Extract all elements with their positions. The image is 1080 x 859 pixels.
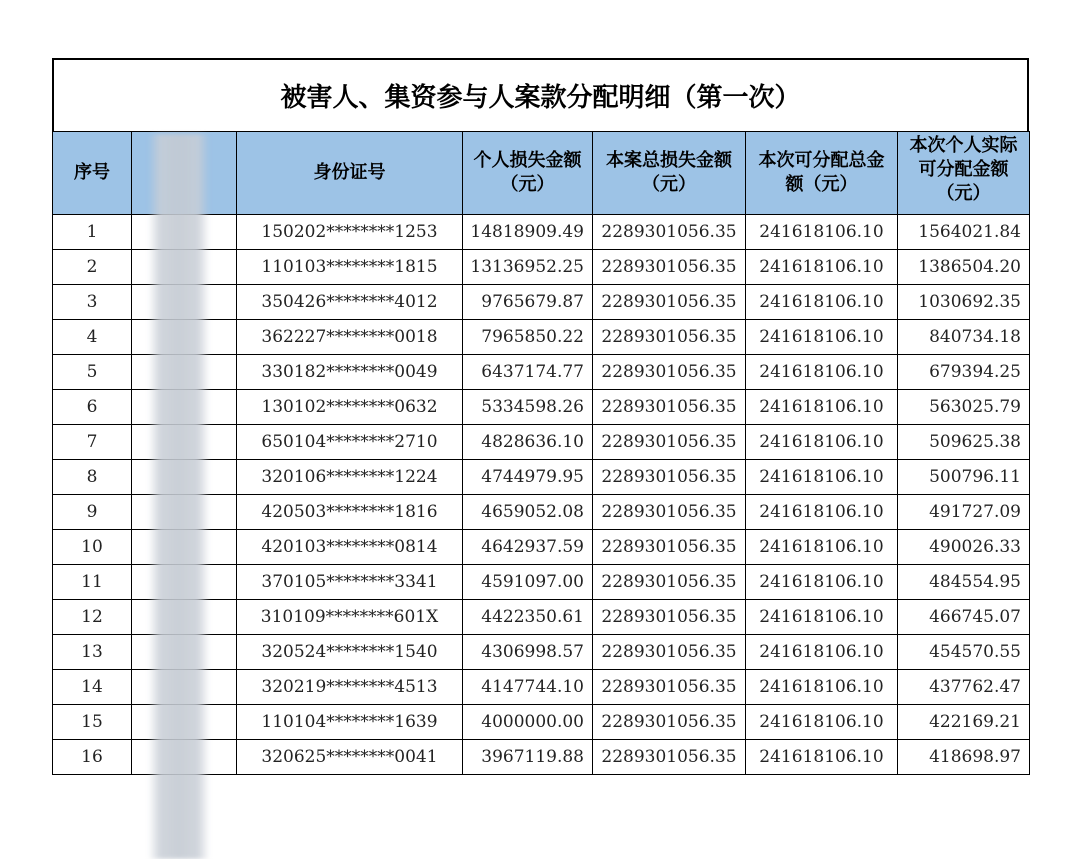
cell-personal-loss: 7965850.22 (463, 320, 593, 355)
cell-id-no: 150202********1253 (237, 215, 463, 250)
cell-distributable: 241618106.10 (746, 215, 898, 250)
cell-actual: 509625.38 (898, 425, 1030, 460)
cell-distributable: 241618106.10 (746, 635, 898, 670)
cell-actual: 840734.18 (898, 320, 1030, 355)
cell-id-no: 320219********4513 (237, 670, 463, 705)
cell-actual: 490026.33 (898, 530, 1030, 565)
cell-personal-loss: 4147744.10 (463, 670, 593, 705)
cell-id-no: 650104********2710 (237, 425, 463, 460)
cell-actual: 1564021.84 (898, 215, 1030, 250)
header-total-loss: 本案总损失金额（元） (593, 132, 746, 215)
cell-seq: 4 (53, 320, 132, 355)
cell-id-no: 130102********0632 (237, 390, 463, 425)
cell-id-no: 370105********3341 (237, 565, 463, 600)
header-id-no: 身份证号 (237, 132, 463, 215)
cell-distributable: 241618106.10 (746, 390, 898, 425)
cell-personal-loss: 4591097.00 (463, 565, 593, 600)
cell-seq: 9 (53, 495, 132, 530)
cell-distributable: 241618106.10 (746, 250, 898, 285)
cell-actual: 1030692.35 (898, 285, 1030, 320)
cell-distributable: 241618106.10 (746, 670, 898, 705)
cell-actual: 422169.21 (898, 705, 1030, 740)
cell-seq: 3 (53, 285, 132, 320)
cell-distributable: 241618106.10 (746, 530, 898, 565)
cell-total-loss: 2289301056.35 (593, 425, 746, 460)
cell-id-no: 362227********0018 (237, 320, 463, 355)
cell-id-no: 330182********0049 (237, 355, 463, 390)
cell-id-no: 320625********0041 (237, 740, 463, 775)
cell-personal-loss: 3967119.88 (463, 740, 593, 775)
cell-total-loss: 2289301056.35 (593, 705, 746, 740)
cell-personal-loss: 4000000.00 (463, 705, 593, 740)
cell-distributable: 241618106.10 (746, 740, 898, 775)
header-actual: 本次个人实际可分配金额（元） (898, 132, 1030, 215)
cell-id-no: 310109********601X (237, 600, 463, 635)
cell-personal-loss: 6437174.77 (463, 355, 593, 390)
cell-actual: 491727.09 (898, 495, 1030, 530)
cell-total-loss: 2289301056.35 (593, 285, 746, 320)
cell-personal-loss: 9765679.87 (463, 285, 593, 320)
cell-seq: 5 (53, 355, 132, 390)
cell-distributable: 241618106.10 (746, 425, 898, 460)
cell-personal-loss: 4828636.10 (463, 425, 593, 460)
cell-actual: 484554.95 (898, 565, 1030, 600)
cell-distributable: 241618106.10 (746, 320, 898, 355)
cell-total-loss: 2289301056.35 (593, 460, 746, 495)
cell-distributable: 241618106.10 (746, 495, 898, 530)
cell-id-no: 110103********1815 (237, 250, 463, 285)
cell-id-no: 420103********0814 (237, 530, 463, 565)
cell-id-no: 320524********1540 (237, 635, 463, 670)
cell-id-no: 320106********1224 (237, 460, 463, 495)
cell-total-loss: 2289301056.35 (593, 390, 746, 425)
cell-total-loss: 2289301056.35 (593, 320, 746, 355)
cell-total-loss: 2289301056.35 (593, 530, 746, 565)
cell-actual: 454570.55 (898, 635, 1030, 670)
cell-seq: 14 (53, 670, 132, 705)
cell-actual: 437762.47 (898, 670, 1030, 705)
cell-distributable: 241618106.10 (746, 285, 898, 320)
cell-seq: 13 (53, 635, 132, 670)
cell-total-loss: 2289301056.35 (593, 635, 746, 670)
cell-actual: 679394.25 (898, 355, 1030, 390)
cell-seq: 16 (53, 740, 132, 775)
cell-total-loss: 2289301056.35 (593, 355, 746, 390)
cell-id-no: 420503********1816 (237, 495, 463, 530)
cell-personal-loss: 4642937.59 (463, 530, 593, 565)
cell-seq: 12 (53, 600, 132, 635)
cell-total-loss: 2289301056.35 (593, 600, 746, 635)
cell-personal-loss: 4422350.61 (463, 600, 593, 635)
cell-personal-loss: 4659052.08 (463, 495, 593, 530)
cell-seq: 7 (53, 425, 132, 460)
cell-total-loss: 2289301056.35 (593, 740, 746, 775)
cell-personal-loss: 5334598.26 (463, 390, 593, 425)
cell-personal-loss: 4744979.95 (463, 460, 593, 495)
sheet-title: 被害人、集资参与人案款分配明细（第一次） (280, 83, 801, 113)
cell-actual: 418698.97 (898, 740, 1030, 775)
cell-seq: 15 (53, 705, 132, 740)
cell-actual: 563025.79 (898, 390, 1030, 425)
header-personal-loss: 个人损失金额（元） (463, 132, 593, 215)
cell-total-loss: 2289301056.35 (593, 215, 746, 250)
cell-distributable: 241618106.10 (746, 355, 898, 390)
title-box (52, 58, 1029, 131)
cell-seq: 8 (53, 460, 132, 495)
cell-total-loss: 2289301056.35 (593, 565, 746, 600)
cell-seq: 10 (53, 530, 132, 565)
header-seq: 序号 (53, 132, 132, 215)
cell-total-loss: 2289301056.35 (593, 670, 746, 705)
cell-total-loss: 2289301056.35 (593, 495, 746, 530)
cell-personal-loss: 13136952.25 (463, 250, 593, 285)
cell-distributable: 241618106.10 (746, 705, 898, 740)
cell-seq: 11 (53, 565, 132, 600)
cell-distributable: 241618106.10 (746, 600, 898, 635)
cell-personal-loss: 14818909.49 (463, 215, 593, 250)
cell-distributable: 241618106.10 (746, 460, 898, 495)
cell-total-loss: 2289301056.35 (593, 250, 746, 285)
cell-actual: 1386504.20 (898, 250, 1030, 285)
cell-personal-loss: 4306998.57 (463, 635, 593, 670)
cell-distributable: 241618106.10 (746, 565, 898, 600)
cell-actual: 500796.11 (898, 460, 1030, 495)
cell-actual: 466745.07 (898, 600, 1030, 635)
cell-seq: 1 (53, 215, 132, 250)
header-distributable: 本次可分配总金额（元） (746, 132, 898, 215)
name-column-blur (148, 134, 210, 859)
cell-id-no: 110104********1639 (237, 705, 463, 740)
cell-id-no: 350426********4012 (237, 285, 463, 320)
cell-seq: 6 (53, 390, 132, 425)
cell-seq: 2 (53, 250, 132, 285)
